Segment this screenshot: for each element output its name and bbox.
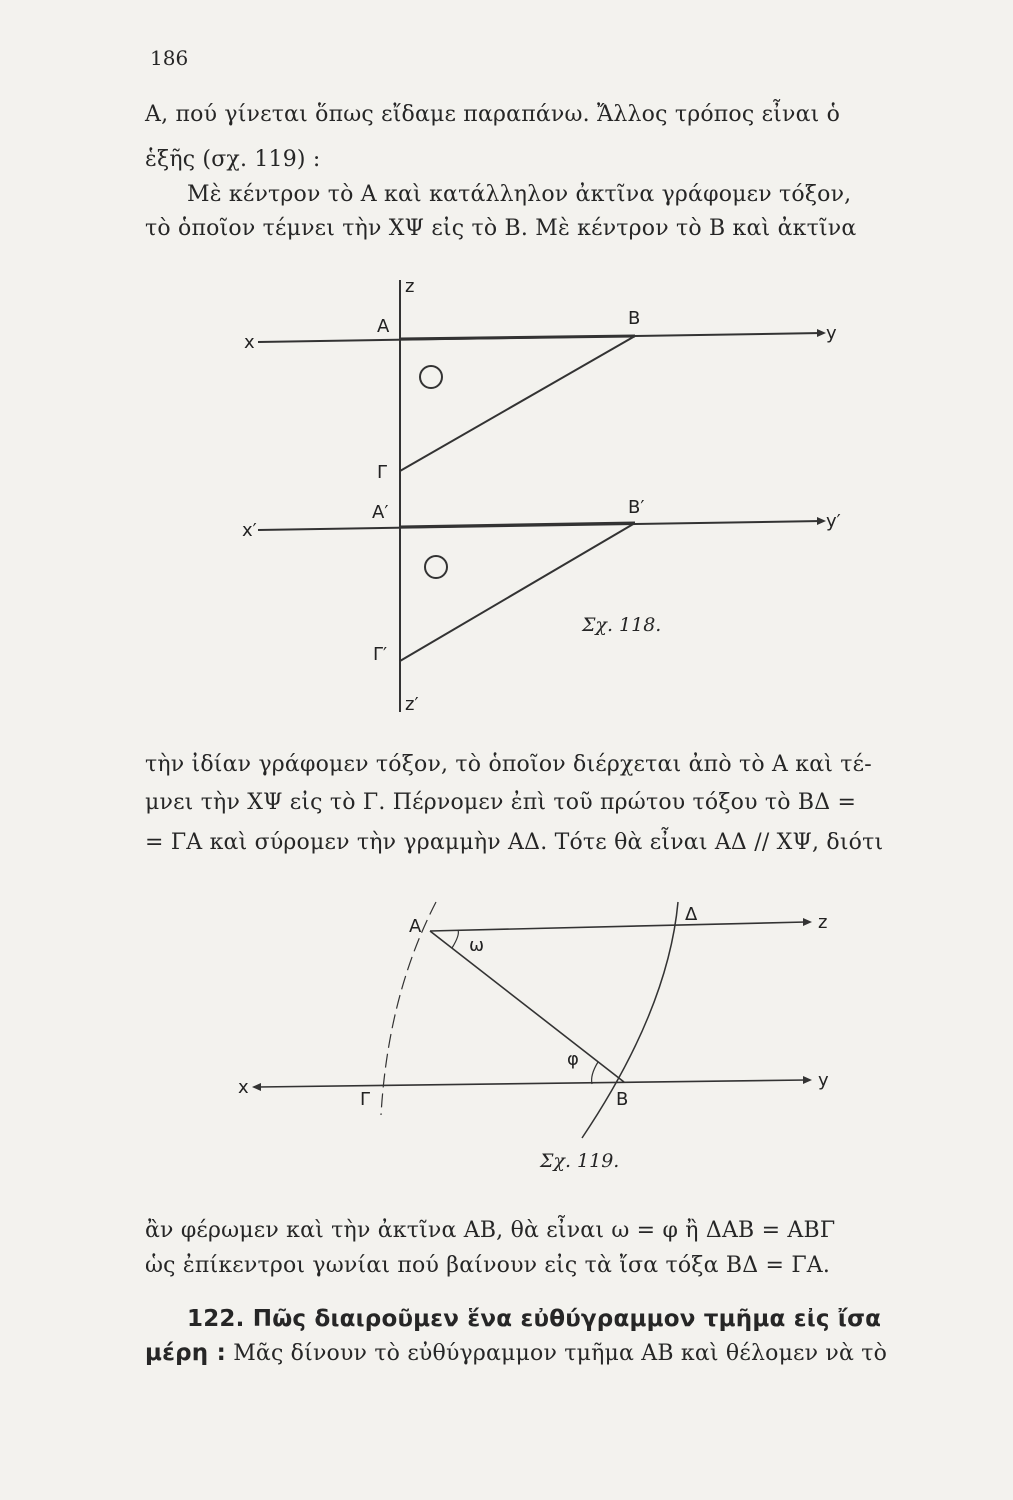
label-g: Γ	[377, 462, 388, 483]
caption-118: Σχ. 118.	[582, 614, 662, 636]
label-z-119: z	[818, 912, 828, 933]
label-y-119: y	[818, 1070, 829, 1091]
text-line: μνει τὴν ΧΨ εἰς τὸ Γ. Πέρνομεν ἐπὶ τοῦ πρώτου τόξου τὸ ΒΔ =	[145, 790, 857, 815]
label-x-119: x	[238, 1077, 249, 1098]
label-y: y	[826, 323, 837, 344]
label-a-119: Α	[409, 916, 422, 937]
text-line: Α, πού γίνεται ὅπως εἴδαμε παραπάνω. Ἄλλος τρόπος εἶναι ὁ	[145, 102, 841, 127]
label-b2: Β′	[628, 497, 645, 518]
label-g2: Γ′	[373, 644, 388, 665]
label-z: z	[405, 276, 415, 297]
label-x: x	[244, 332, 255, 353]
label-x2: x′	[242, 520, 257, 541]
text-line: ἂν φέρωμεν καὶ τὴν ἀκτῖνα ΑΒ, θὰ εἶναι ω = φ ἢ ΔΑΒ = ΑΒΓ	[145, 1218, 836, 1243]
text-line: τὴν ἰδίαν γράφομεν τόξον, τὸ ὁποῖον διέρχεται ἀπὸ τὸ Α καὶ τέ-	[145, 752, 872, 777]
section-text-line	[145, 1340, 945, 1366]
label-d-119: Δ	[685, 904, 698, 925]
caption-119: Σχ. 119.	[540, 1150, 620, 1172]
label-g-119: Γ	[360, 1089, 371, 1110]
label-omega: ω	[469, 935, 485, 956]
label-b: Β	[628, 308, 641, 329]
segment-ab-119	[430, 931, 624, 1082]
xy-line-119	[258, 1080, 806, 1087]
text-line: Μὲ κέντρον τὸ Α καὶ κατάλληλον ἀκτῖνα γράφομεν τόξον,	[187, 182, 852, 207]
az-line	[430, 922, 806, 931]
text-line: ἑξῆς (σχ. 119) :	[145, 147, 321, 172]
section-number: 122.	[187, 1306, 245, 1332]
arc-center-a	[582, 902, 678, 1138]
section-heading	[187, 1306, 987, 1332]
text-line: = ΓΑ καὶ σύρομεν τὴν γραμμὴν ΑΔ. Τότε θὰ εἶναι ΑΔ // ΧΨ, διότι	[145, 830, 884, 855]
label-phi: φ	[567, 1049, 579, 1070]
label-a2: Α′	[372, 502, 389, 523]
page-number: 186	[150, 46, 189, 70]
label-b-119: Β	[616, 1089, 629, 1110]
label-y2: y′	[826, 511, 841, 532]
label-z2: z′	[405, 694, 419, 715]
section-title-cont: μέρη :	[145, 1340, 226, 1366]
section-text: Μᾶς δίνουν τὸ εὐθύγραμμον τμῆμα ΑΒ καὶ θέλομεν νὰ τὸ	[233, 1341, 888, 1366]
section-title: Πῶς διαιροῦμεν ἕνα εὐθύγραμμον τμῆμα εἰς ἴσα	[252, 1306, 882, 1332]
text-line: ὡς ἐπίκεντροι γωνίαι πού βαίνουν εἰς τὰ ἴσα τόξα ΒΔ = ΓΑ.	[145, 1253, 831, 1278]
label-a: Α	[377, 316, 390, 337]
text-line: τὸ ὁποῖον τέμνει τὴν ΧΨ εἰς τὸ Β. Μὲ κέντρον τὸ Β καὶ ἀκτῖνα	[145, 216, 857, 241]
